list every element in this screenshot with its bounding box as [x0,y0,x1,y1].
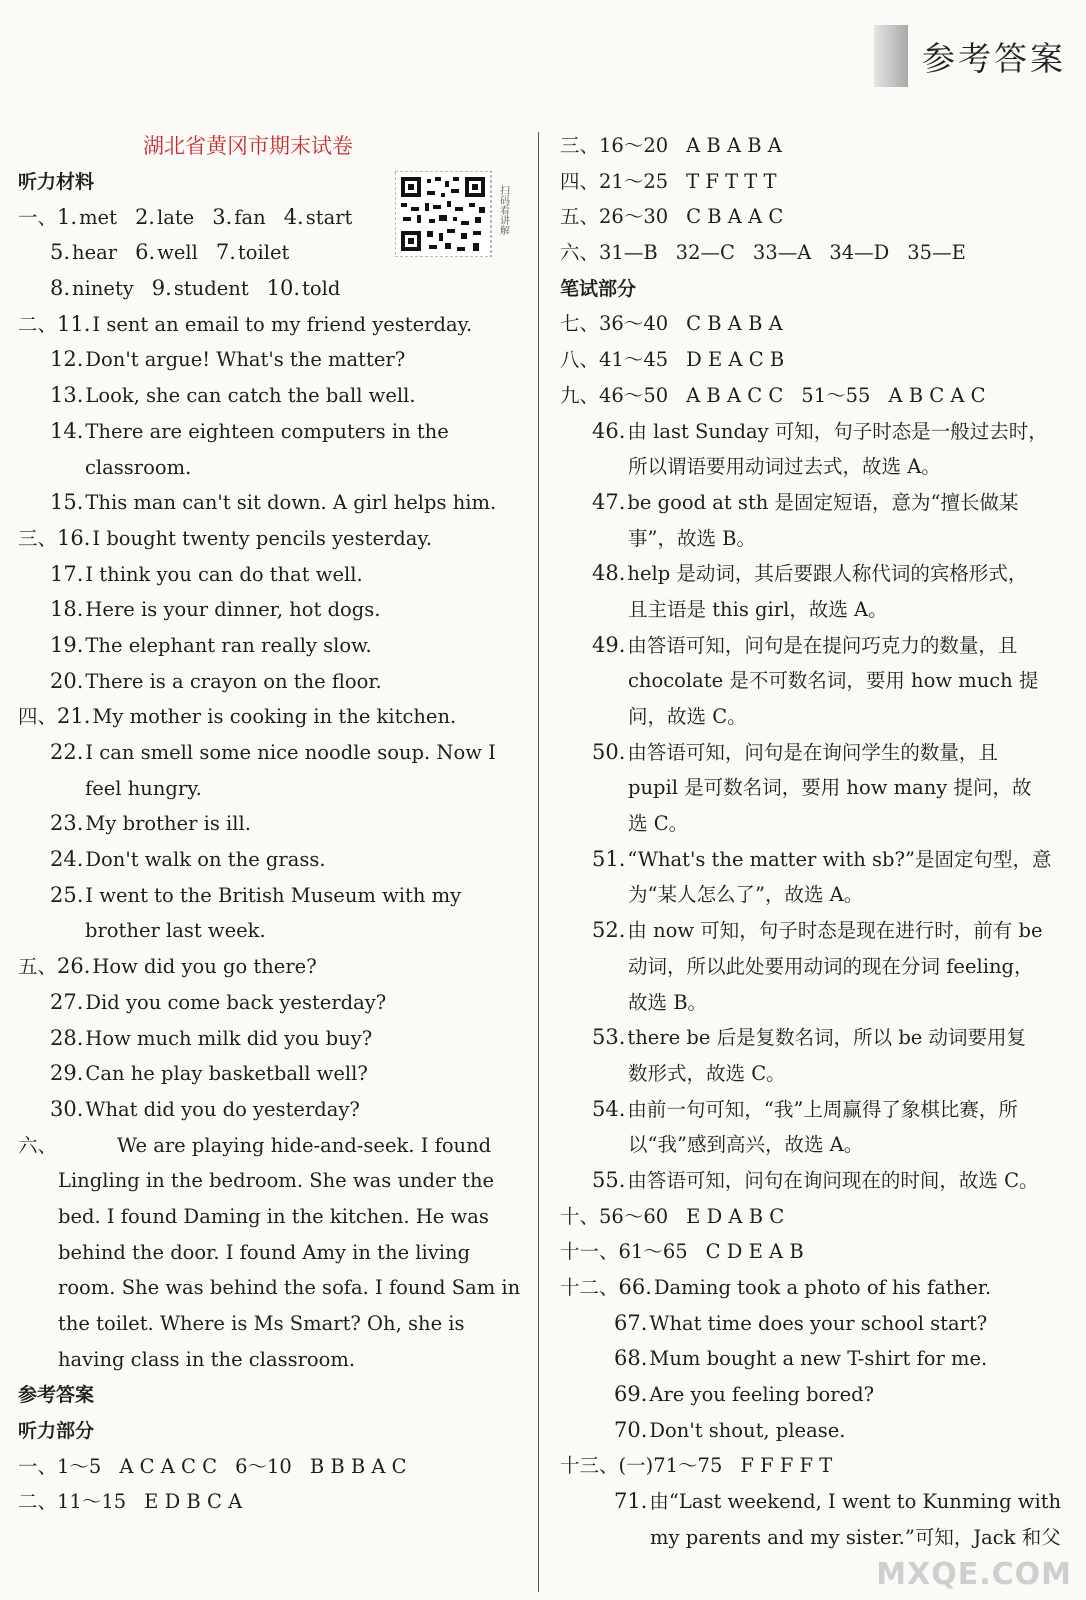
sec1-line2: 5. hear 6. well 7. toilet [50,240,290,265]
explanation-52-cont2: 故选 B。 [628,990,708,1014]
sec2-item-14-cont: classroom. [85,455,192,479]
sec5-item-29: 29. Can he play basketball well? [50,1061,368,1086]
sec5-item-26: 五、26. How did you go there? [18,954,317,979]
answer-row-12: 十二、66. Daming took a photo of his father. [560,1275,992,1299]
answer-item-67: 67. What time does your school start? [614,1310,988,1335]
answer-row-5: 五、26～30 C B A A C [560,205,784,229]
sec5-item-27: 27. Did you come back yesterday? [50,989,387,1014]
explanation-47: 47. be good at sth 是固定短语，意为“擅长做某 [592,489,1019,514]
sec5-item-30: 30. What did you do yesterday? [50,1096,360,1121]
explanation-54: 54. 由前一句可知，“我”上周赢得了象棋比赛，所 [592,1096,1018,1121]
sec1-line1: 一、1. met 2. late 3. fan 4. start [18,204,353,229]
answer-row-11: 十一、61～65 C D E A B [560,1240,804,1264]
explanation-55: 55. 由答语可知，问句在询问现在的时间，故选 C。 [592,1167,1039,1192]
sec4-item-22: 22. I can smell some nice noodle soup. Now I [50,740,496,764]
explanation-52-cont: 动词，所以此处要用动词的现在分词 feeling， [628,954,1034,978]
explanation-51-cont: 为“某人怎么了”，故选 A。 [628,883,864,907]
answer-row-1: 一、1～5 A C A C C 6～10 B B B A C [18,1454,407,1478]
explanation-49-cont2: 问，故选 C。 [628,705,747,728]
sec2-item-12: 12. Don't argue! What's the matter? [50,347,406,372]
sec4-item-21: 四、21. My mother is cooking in the kitchen. [18,704,457,729]
sec5-item-28: 28. How much milk did you buy? [50,1025,373,1050]
sec6-line5: room. She was behind the sofa. I found Sam in [58,1276,521,1300]
sec4-item-22-cont: feel hungry. [85,776,202,800]
sec4-item-24: 24. Don't walk on the grass. [50,847,326,872]
explanation-50: 50. 由答语可知，问句是在询问学生的数量，且 [592,739,998,764]
answer-row-3: 三、16～20 A B A B A [560,134,782,157]
sec6-line2: Lingling in the bedroom. She was under the [58,1169,495,1193]
sec3-item-19: 19. The elephant ran really slow. [50,632,372,657]
explanation-50-cont: pupil 是可数名词，要用 how many 提问，故 [628,776,1032,800]
answer-item-69: 69. Are you feeling bored? [614,1382,875,1407]
answer-item-70: 70. Don't shout, please. [614,1417,846,1442]
paper-title: 湖北省黄冈市期末试卷 [143,134,353,158]
explanation-48-cont: 且主语是 this girl，故选 A。 [628,597,888,621]
explanation-49: 49. 由答语可知，问句是在提问巧克力的数量，且 [592,632,1018,657]
sec3-item-16: 三、16. I bought twenty pencils yesterday. [18,525,433,550]
answer-row-4: 四、21～25 T F T T T [560,169,777,193]
sec4-item-25: 25. I went to the British Museum with my [50,882,462,907]
explanation-48: 48. help 是动词，其后要跟人称代词的宾格形式， [592,561,1028,586]
qr-label: 扫码看讲解 [497,185,509,235]
explanation-46-cont: 所以谓语要用动词过去式，故选 A。 [628,455,941,479]
sec2-item-13: 13. Look, she can catch the ball well. [50,383,416,408]
right-column [560,128,1075,1556]
left-column [18,128,521,1520]
sec6-line7: having class in the classroom. [58,1347,356,1371]
sec2-item-14: 14. There are eighteen computers in the [50,418,449,443]
sec3-item-20: 20. There is a crayon on the floor. [50,668,382,693]
explanation-51: 51. “What's the matter with sb?”是固定句型，意 [592,846,1052,871]
explanation-47-cont: 事”，故选 B。 [628,526,756,550]
heading-written-part: 笔试部分 [560,277,637,300]
header-bar [874,25,908,87]
explanation-50-cont2: 选 C。 [628,812,689,836]
sec3-item-18: 18. Here is your dinner, hot dogs. [50,597,381,622]
header-title: 参考答案 [922,38,1066,78]
sec4-item-23: 23. My brother is ill. [50,811,251,836]
explanation-71-cont: my parents and my sister.”可知，Jack 和父 [650,1525,1061,1549]
answer-row-10: 十、56～60 E D A B C [560,1204,785,1228]
answer-row-13: 十三、(一)71～75 F F F F T [560,1454,833,1478]
explanation-71: 71. 由“Last weekend, I went to Kunming with [614,1489,1062,1514]
heading-listening-materials: 听力材料 [18,171,95,193]
explanation-54-cont: 以“我”感到高兴，故选 A。 [628,1133,864,1157]
answer-item-68: 68. Mum bought a new T-shirt for me. [614,1346,988,1371]
answer-row-8: 八、41～45 D E A C B [560,348,785,372]
sec1-line3: 8. ninety 9. student 10. told [50,276,341,301]
sec6-line3: bed. I found Daming in the kitchen. He was [58,1204,489,1228]
sec2-item-11: 二、11. I sent an email to my friend yesterday. [18,311,473,336]
answer-row-9: 九、46～50 A B A C C 51～55 A B C A C [560,383,986,407]
explanation-53-cont: 数形式，故选 C。 [628,1061,786,1085]
answer-row-2: 二、11～15 E D B C A [18,1490,243,1514]
explanation-49-cont: chocolate 是不可数名词，要用 how much 提 [628,669,1039,693]
explanation-53: 53. there be 后是复数名词，所以 be 动词要用复 [592,1025,1027,1050]
watermark: MXQE.COM [876,1557,1072,1592]
explanation-52: 52. 由 now 可知，句子时态是现在进行时，前有 be [592,918,1043,943]
sec6-line4: behind the door. I found Amy in the living [58,1240,471,1264]
heading-listening-part: 听力部分 [18,1420,95,1443]
answer-row-6: 六、31—B 32—C 33—A 34—D 35—E [560,241,966,265]
sec2-item-15: 15. This man can't sit down. A girl helps him. [50,490,497,515]
page-header [874,18,1086,94]
sec6-line1: 六、 We are playing hide-and-seek. I found [18,1133,492,1157]
answer-row-7: 七、36～40 C B A B A [560,312,783,336]
sec3-item-17: 17. I think you can do that well. [50,561,363,586]
sec4-item-25-cont: brother last week. [85,919,266,943]
column-divider [538,132,539,1592]
sec6-line6: the toilet. Where is Ms Smart? Oh, she is [58,1312,465,1335]
explanation-46: 46. 由 last Sunday 可知，句子时态是一般过去时， [592,418,1048,443]
heading-answers: 参考答案 [18,1384,95,1407]
